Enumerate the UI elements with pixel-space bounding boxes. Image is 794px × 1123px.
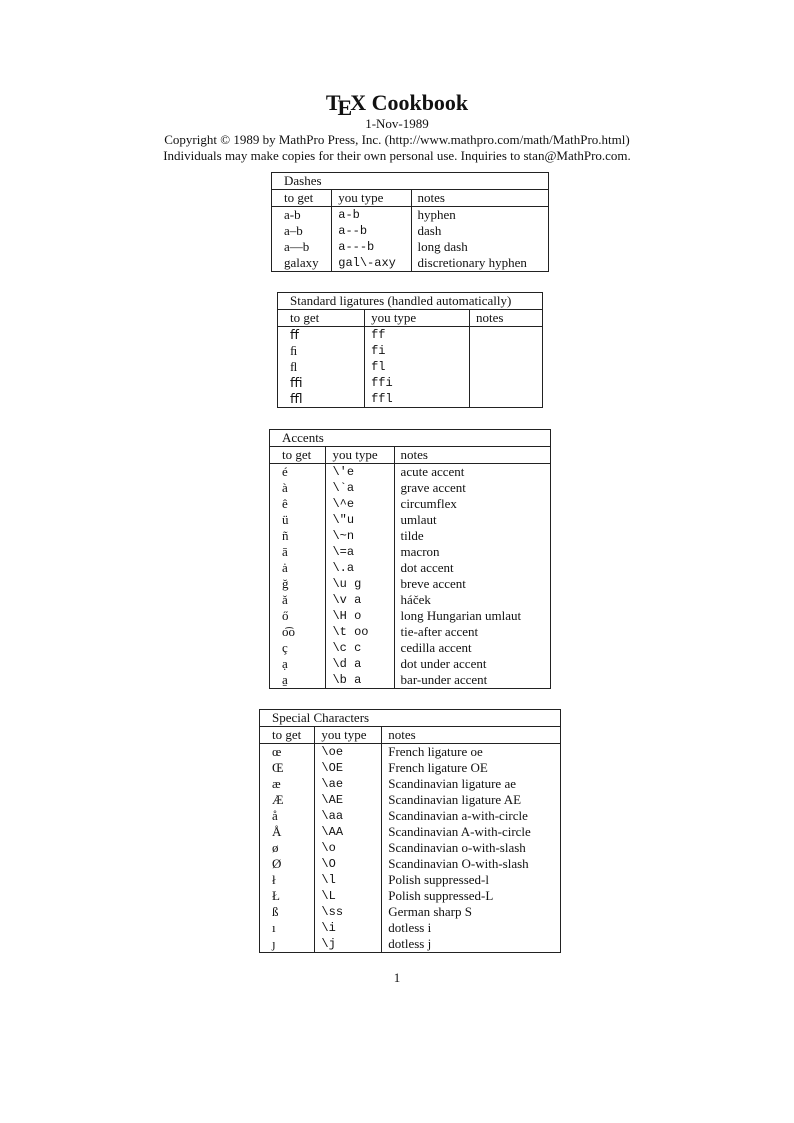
cell-you-type: \`a	[326, 480, 394, 496]
title-tex-t: T	[325, 90, 341, 115]
cell-notes: tie-after accent	[394, 624, 550, 640]
table-row	[260, 792, 561, 808]
cell-notes: grave accent	[394, 480, 550, 496]
cell-you-type: \aa	[315, 808, 382, 824]
cell-you-type: \ss	[315, 904, 382, 920]
table-row	[270, 528, 551, 544]
table-row	[270, 560, 551, 576]
table-row	[270, 576, 551, 592]
cell-to-get: ł	[260, 872, 315, 888]
table-row	[260, 776, 561, 792]
cell-to-get: æ	[260, 776, 315, 792]
table-row	[270, 656, 551, 672]
cell-notes: French ligature OE	[382, 760, 561, 776]
cell-you-type: a--b	[332, 223, 411, 239]
cell-you-type: \L	[315, 888, 382, 904]
cell-you-type: \~n	[326, 528, 394, 544]
cell-you-type: a-b	[332, 207, 411, 224]
cell-notes: bar-under accent	[394, 672, 550, 689]
cell-to-get: Ø	[260, 856, 315, 872]
table-row	[270, 464, 551, 481]
cell-notes: Polish suppressed-l	[382, 872, 561, 888]
cell-to-get: œ	[260, 744, 315, 761]
cell-to-get: ø	[260, 840, 315, 856]
notice-line: Individuals may make copies for their own personal use. Inquiries to stan@MathPro.com.	[163, 148, 631, 163]
table-row	[270, 544, 551, 560]
ligatures-table	[277, 292, 543, 408]
cell-notes: dotless j	[382, 936, 561, 953]
cell-notes: acute accent	[394, 464, 550, 481]
cell-to-get: ü	[270, 512, 326, 528]
table-caption: Standard ligatures (handled automatically)	[278, 293, 543, 310]
document-title	[0, 90, 794, 120]
column-header: to get	[270, 447, 326, 464]
cell-to-get: ı	[260, 920, 315, 936]
cell-to-get: ß	[260, 904, 315, 920]
dashes-table	[271, 172, 549, 272]
page-number: 1	[393, 970, 401, 985]
cell-notes: Scandinavian ligature AE	[382, 792, 561, 808]
document-date: 1-Nov-1989	[365, 116, 429, 131]
cell-notes: Scandinavian O-with-slash	[382, 856, 561, 872]
table-row	[260, 824, 561, 840]
cell-you-type: \oe	[315, 744, 382, 761]
cell-to-get: ﬀ	[278, 327, 365, 344]
cell-notes: discretionary hyphen	[411, 255, 548, 272]
table-row	[260, 904, 561, 920]
table-row	[260, 808, 561, 824]
cell-you-type: \d a	[326, 656, 394, 672]
cell-you-type: fi	[365, 343, 470, 359]
column-header: you type	[326, 447, 394, 464]
cell-to-get: ő	[270, 608, 326, 624]
cell-notes: umlaut	[394, 512, 550, 528]
cell-to-get: ç	[270, 640, 326, 656]
cell-to-get: ȷ	[260, 936, 315, 953]
column-header: to get	[278, 310, 365, 327]
cell-to-get: à	[270, 480, 326, 496]
table-row	[278, 327, 543, 344]
cell-notes: dot accent	[394, 560, 550, 576]
cell-you-type: \c c	[326, 640, 394, 656]
cell-notes: háček	[394, 592, 550, 608]
table-row	[260, 856, 561, 872]
table-row	[272, 255, 549, 272]
table-row	[260, 760, 561, 776]
cell-notes	[469, 375, 542, 391]
accents-table	[269, 429, 551, 689]
cell-you-type: \o	[315, 840, 382, 856]
cell-you-type: \OE	[315, 760, 382, 776]
copyright-line: Copyright © 1989 by MathPro Press, Inc. (http://www.mathpro.com/math/MathPro.html)	[164, 132, 630, 147]
column-header: notes	[394, 447, 550, 464]
column-header: you type	[315, 727, 382, 744]
cell-notes: breve accent	[394, 576, 550, 592]
title-rest: Cookbook	[366, 90, 469, 115]
cell-you-type: \AA	[315, 824, 382, 840]
table-row	[272, 239, 549, 255]
cell-to-get: a-b	[272, 207, 332, 224]
table-row	[270, 624, 551, 640]
cell-notes: Scandinavian ligature ae	[382, 776, 561, 792]
cell-notes: dash	[411, 223, 548, 239]
table-header-row	[272, 190, 549, 207]
table-row	[278, 375, 543, 391]
cell-to-get: ạ	[270, 656, 326, 672]
cell-you-type: \^e	[326, 496, 394, 512]
column-header: to get	[272, 190, 332, 207]
cell-you-type: gal\-axy	[332, 255, 411, 272]
cell-you-type: fl	[365, 359, 470, 375]
cell-notes	[469, 343, 542, 359]
cell-to-get: galaxy	[272, 255, 332, 272]
table-row	[260, 744, 561, 761]
cell-to-get: a̱	[270, 672, 326, 689]
cell-you-type: \b a	[326, 672, 394, 689]
cell-notes: French ligature oe	[382, 744, 561, 761]
cell-to-get: ﬃ	[278, 375, 365, 391]
table-row	[272, 207, 549, 224]
cell-you-type: \AE	[315, 792, 382, 808]
cell-to-get: Æ	[260, 792, 315, 808]
cell-you-type: \v a	[326, 592, 394, 608]
cell-notes	[469, 327, 542, 344]
cell-notes	[469, 391, 542, 408]
cell-you-type: \"u	[326, 512, 394, 528]
cell-to-get: Å	[260, 824, 315, 840]
cell-you-type: \ae	[315, 776, 382, 792]
table-caption: Special Characters	[260, 710, 561, 727]
column-header: you type	[332, 190, 411, 207]
cell-you-type: \t oo	[326, 624, 394, 640]
cell-notes: tilde	[394, 528, 550, 544]
cell-you-type: \u g	[326, 576, 394, 592]
table-row	[272, 223, 549, 239]
table-row	[270, 672, 551, 689]
cell-notes: Scandinavian A-with-circle	[382, 824, 561, 840]
cell-you-type: a---b	[332, 239, 411, 255]
cell-to-get: ğ	[270, 576, 326, 592]
cell-notes: long Hungarian umlaut	[394, 608, 550, 624]
cell-notes: hyphen	[411, 207, 548, 224]
table-row	[260, 888, 561, 904]
cell-you-type: ff	[365, 327, 470, 344]
table-row	[260, 920, 561, 936]
table-row	[270, 592, 551, 608]
column-header: to get	[260, 727, 315, 744]
cell-you-type: \'e	[326, 464, 394, 481]
title-tex-x: X	[350, 90, 367, 115]
column-header: notes	[411, 190, 548, 207]
table-row	[270, 640, 551, 656]
table-header-row	[278, 310, 543, 327]
table-row	[260, 936, 561, 953]
cell-you-type: \i	[315, 920, 382, 936]
cell-you-type: ffi	[365, 375, 470, 391]
table-header-row	[270, 447, 551, 464]
cell-you-type: \j	[315, 936, 382, 953]
cell-notes: Scandinavian a-with-circle	[382, 808, 561, 824]
table-row	[278, 359, 543, 375]
cell-you-type: \=a	[326, 544, 394, 560]
special-characters-table	[259, 709, 561, 953]
table-caption: Dashes	[272, 173, 549, 190]
cell-notes: cedilla accent	[394, 640, 550, 656]
cell-to-get: Œ	[260, 760, 315, 776]
cell-notes: German sharp S	[382, 904, 561, 920]
cell-notes: dotless i	[382, 920, 561, 936]
table-row	[270, 496, 551, 512]
cell-to-get: Ł	[260, 888, 315, 904]
column-header: you type	[365, 310, 470, 327]
cell-to-get: ǎ	[270, 592, 326, 608]
table-row	[270, 480, 551, 496]
column-header: notes	[469, 310, 542, 327]
cell-to-get: ȧ	[270, 560, 326, 576]
cell-you-type: \O	[315, 856, 382, 872]
cell-notes: macron	[394, 544, 550, 560]
cell-you-type: ffl	[365, 391, 470, 408]
cell-notes	[469, 359, 542, 375]
cell-to-get: a—b	[272, 239, 332, 255]
cell-to-get: a–b	[272, 223, 332, 239]
cell-you-type: \H o	[326, 608, 394, 624]
table-header-row	[260, 727, 561, 744]
table-row	[278, 391, 543, 408]
table-row	[270, 512, 551, 528]
cell-notes: dot under accent	[394, 656, 550, 672]
cell-to-get: ﬁ	[278, 343, 365, 359]
table-row	[260, 872, 561, 888]
cell-to-get: ﬂ	[278, 359, 365, 375]
cell-you-type: \.a	[326, 560, 394, 576]
cell-notes: Scandinavian o-with-slash	[382, 840, 561, 856]
table-row	[270, 608, 551, 624]
table-caption: Accents	[270, 430, 551, 447]
cell-to-get: ā	[270, 544, 326, 560]
cell-to-get: ñ	[270, 528, 326, 544]
cell-to-get: é	[270, 464, 326, 481]
column-header: notes	[382, 727, 561, 744]
document-header	[0, 90, 794, 164]
cell-to-get: ﬄ	[278, 391, 365, 408]
cell-notes: long dash	[411, 239, 548, 255]
title-tex-e: E	[337, 95, 353, 120]
table-row	[260, 840, 561, 856]
cell-notes: Polish suppressed-L	[382, 888, 561, 904]
cell-to-get: o͡o	[270, 624, 326, 640]
cell-notes: circumflex	[394, 496, 550, 512]
cell-you-type: \l	[315, 872, 382, 888]
table-row	[278, 343, 543, 359]
cell-to-get: å	[260, 808, 315, 824]
cell-to-get: ê	[270, 496, 326, 512]
